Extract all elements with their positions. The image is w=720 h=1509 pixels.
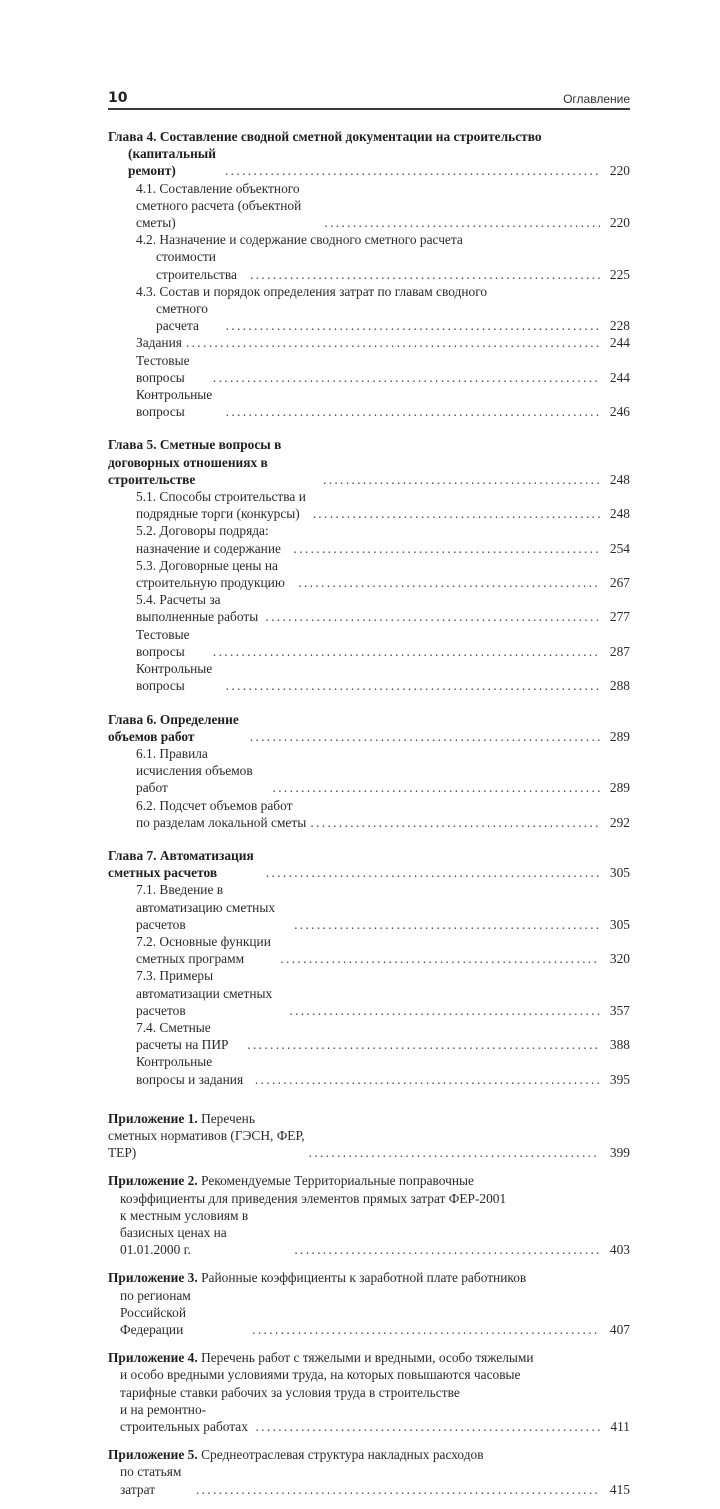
- toc-entry-title-cont: сметного расчета: [156, 301, 208, 334]
- dot-leader: [273, 779, 600, 796]
- toc-chapter-heading[interactable]: [108, 436, 630, 488]
- appendix-label: Приложение 3.: [108, 1270, 198, 1286]
- dot-leader: [255, 1418, 600, 1435]
- toc-page-number: 320: [609, 951, 630, 967]
- toc-chapter-title: Глава 5. Сметные вопросы в договорных отношениях в строительстве: [108, 437, 282, 487]
- toc-entry[interactable]: [108, 881, 630, 933]
- toc-chapter-6: [108, 711, 630, 831]
- dot-leader: [186, 334, 600, 351]
- toc-page-number: 254: [609, 540, 630, 556]
- toc-page-number: 305: [609, 865, 630, 881]
- appendix-label: Приложение 1.: [108, 1110, 198, 1126]
- toc-page-number: 220: [609, 163, 630, 179]
- toc-page-number: 288: [609, 678, 630, 694]
- toc-page-number: 292: [609, 814, 630, 830]
- toc-entry[interactable]: [108, 557, 630, 591]
- running-section-title: Оглавление: [563, 92, 630, 106]
- appendix-title-cont: и особо вредными условиями труда, на которых повышаются часовые: [120, 1367, 521, 1383]
- dot-leader: [294, 540, 600, 557]
- appendix-title: Перечень сметных нормативов (ГЭСН, ФЕР, ТЕР): [108, 1110, 305, 1161]
- toc-entry-title: 6.1. Правила исчисления объемов работ: [136, 745, 253, 796]
- toc-entry-title: 4.3. Состав и порядок определения затрат по главам сводного: [136, 283, 488, 299]
- toc-entry-title: Контрольные вопросы: [136, 661, 213, 694]
- toc-page-number: 244: [609, 335, 630, 351]
- toc-entry-title: 7.3. Примеры автоматизации сметных расчетов: [136, 968, 273, 1018]
- toc-entry-title: 5.1. Способы строительства и подрядные торги (конкурсы): [136, 489, 306, 522]
- dot-leader: [213, 369, 600, 386]
- toc-page-number: 399: [609, 1145, 630, 1161]
- dot-leader: [226, 677, 600, 694]
- dot-leader: [252, 1321, 600, 1338]
- toc-entry[interactable]: [108, 967, 630, 1019]
- toc-page-number: 267: [609, 575, 630, 591]
- toc-entry[interactable]: [108, 1019, 630, 1053]
- page-number: 10: [108, 90, 128, 106]
- toc-appendix-5[interactable]: [108, 1446, 630, 1498]
- dot-leader: [309, 1144, 600, 1161]
- toc-entry-title: Контрольные вопросы: [136, 387, 213, 420]
- appendix-title-cont: коэффициенты для приведения элементов прямых затрат ФЕР-2001: [120, 1190, 507, 1206]
- toc-chapter-4: [108, 128, 630, 420]
- toc-entry-title: 7.1. Введение в автоматизацию сметных расчетов: [136, 882, 276, 932]
- dot-leader: [250, 266, 600, 283]
- toc-chapter-7: [108, 847, 630, 1088]
- toc-entry[interactable]: [108, 231, 630, 283]
- toc-entry-title: 5.2. Договоры подряда: назначение и содержание: [136, 523, 281, 556]
- appendix-label: Приложение 4.: [108, 1350, 198, 1366]
- dot-leader: [294, 916, 600, 933]
- toc-entry[interactable]: [108, 797, 630, 831]
- toc-entry[interactable]: [108, 352, 630, 386]
- dot-leader: [265, 608, 600, 625]
- toc-entry[interactable]: [108, 522, 630, 556]
- dot-leader: [196, 1481, 600, 1498]
- dot-leader: [213, 643, 600, 660]
- appendix-title-cont: тарифные ставки рабочих за условия труда в строительстве: [120, 1384, 460, 1400]
- dot-leader: [313, 505, 600, 522]
- toc-page-number: 411: [610, 1419, 630, 1435]
- toc-appendix-2[interactable]: [108, 1172, 630, 1258]
- appendix-title: Среднеотраслевая структура накладных расходов: [201, 1447, 484, 1463]
- toc-entry[interactable]: [108, 626, 630, 660]
- appendix-title-cont: и на ремонтно-строительных работах: [120, 1401, 248, 1435]
- dot-leader: [298, 574, 600, 591]
- toc-chapter-title-cont: (капитальный ремонт): [128, 146, 216, 179]
- appendix-title-cont: к местным условиям в базисных ценах на 01.01.2000 г.: [120, 1207, 249, 1258]
- toc-entry[interactable]: [108, 180, 630, 232]
- toc-page-number: 248: [609, 471, 630, 487]
- toc-page-number: 287: [609, 643, 630, 659]
- toc-entry[interactable]: [108, 334, 630, 351]
- toc-page-number: 248: [609, 506, 630, 522]
- toc-page-number: 388: [609, 1037, 630, 1053]
- toc-page-number: 403: [609, 1242, 630, 1258]
- appendix-label: Приложение 2.: [108, 1173, 198, 1189]
- appendix-title-cont: по регионам Российской Федерации: [120, 1287, 191, 1337]
- toc-entry-title: Задания: [136, 335, 182, 351]
- toc-chapter-title: Глава 4. Составление сводной сметной документации на строительство: [108, 129, 542, 144]
- toc-page-number: 305: [609, 916, 630, 932]
- toc-chapter-heading[interactable]: [108, 128, 630, 180]
- toc-page-number: 244: [609, 369, 630, 385]
- toc-entry-title: Тестовые вопросы: [136, 352, 190, 385]
- appendix-title-cont: по статьям затрат: [120, 1464, 182, 1497]
- toc-entry-title: 4.1. Составление объектного сметного расчета (объектной сметы): [136, 180, 302, 231]
- toc-entry-title: 7.2. Основные функции сметных программ: [136, 933, 271, 967]
- toc-entry[interactable]: [108, 1053, 630, 1087]
- toc-page-number: 415: [609, 1481, 630, 1497]
- dot-leader: [226, 317, 600, 334]
- toc-appendix-4[interactable]: [108, 1349, 630, 1435]
- dot-leader: [225, 162, 600, 179]
- table-of-contents: [108, 128, 630, 1498]
- dot-leader: [324, 214, 600, 231]
- toc-page-number: 289: [609, 780, 630, 796]
- toc-entry-title-cont: стоимости строительства: [156, 249, 237, 282]
- toc-appendix-3[interactable]: [108, 1269, 630, 1338]
- toc-page-number: 220: [609, 215, 630, 231]
- toc-chapter-heading[interactable]: [108, 711, 630, 745]
- toc-page-number: 407: [609, 1322, 630, 1337]
- toc-entry[interactable]: [108, 660, 630, 694]
- toc-entry[interactable]: [108, 488, 630, 522]
- toc-page-number: 277: [609, 609, 630, 625]
- toc-entry-title: 7.4. Сметные расчеты на ПИР: [136, 1019, 229, 1053]
- toc-chapter-title: Глава 6. Определение объемов работ: [108, 711, 239, 744]
- toc-entry-title: 4.2. Назначение и содержание сводного сметного расчета: [136, 232, 463, 248]
- dot-leader: [294, 1241, 600, 1258]
- toc-entry-title: Контрольные вопросы и задания: [136, 1054, 244, 1087]
- dot-leader: [247, 1036, 600, 1053]
- toc-entry[interactable]: [108, 591, 630, 625]
- toc-chapter-5: [108, 436, 630, 694]
- toc-entry-title: 5.3. Договорные цены на строительную продукцию: [136, 557, 285, 591]
- toc-entry-title: Тестовые вопросы: [136, 626, 190, 659]
- toc-entry[interactable]: [108, 386, 630, 420]
- running-head: [108, 88, 630, 110]
- toc-entry[interactable]: [108, 933, 630, 967]
- toc-page-number: 225: [609, 266, 630, 282]
- toc-entry-title: 6.2. Подсчет объемов работ по разделам локальной сметы: [136, 797, 307, 830]
- toc-chapter-title: Глава 7. Автоматизация сметных расчетов: [108, 847, 254, 881]
- dot-leader: [266, 864, 600, 881]
- appendix-label: Приложение 5.: [108, 1447, 198, 1463]
- dot-leader: [289, 1002, 600, 1019]
- toc-appendix-1[interactable]: [108, 1110, 630, 1162]
- toc-page-number: 246: [609, 404, 630, 420]
- dot-leader: [310, 814, 600, 831]
- appendix-title: Перечень работ с тяжелыми и вредными, особо тяжелыми: [201, 1350, 534, 1366]
- toc-chapter-heading[interactable]: [108, 847, 630, 881]
- toc-page-number: 357: [609, 1002, 630, 1018]
- dot-leader: [255, 1071, 600, 1088]
- dot-leader: [250, 728, 600, 745]
- appendix-title: Рекомендуемые Территориальные поправочные: [201, 1173, 474, 1189]
- toc-entry[interactable]: [108, 745, 630, 797]
- dot-leader: [280, 950, 600, 967]
- toc-entry[interactable]: [108, 283, 630, 335]
- toc-page-number: 289: [609, 728, 630, 744]
- dot-leader: [323, 471, 600, 488]
- toc-page-number: 395: [609, 1071, 630, 1087]
- dot-leader: [226, 403, 600, 420]
- book-page: [108, 88, 630, 1509]
- toc-entry-title: 5.4. Расчеты за выполненные работы: [136, 592, 259, 625]
- toc-page-number: 228: [609, 318, 630, 334]
- appendix-title: Районные коэффициенты к заработной плате работников: [201, 1270, 527, 1286]
